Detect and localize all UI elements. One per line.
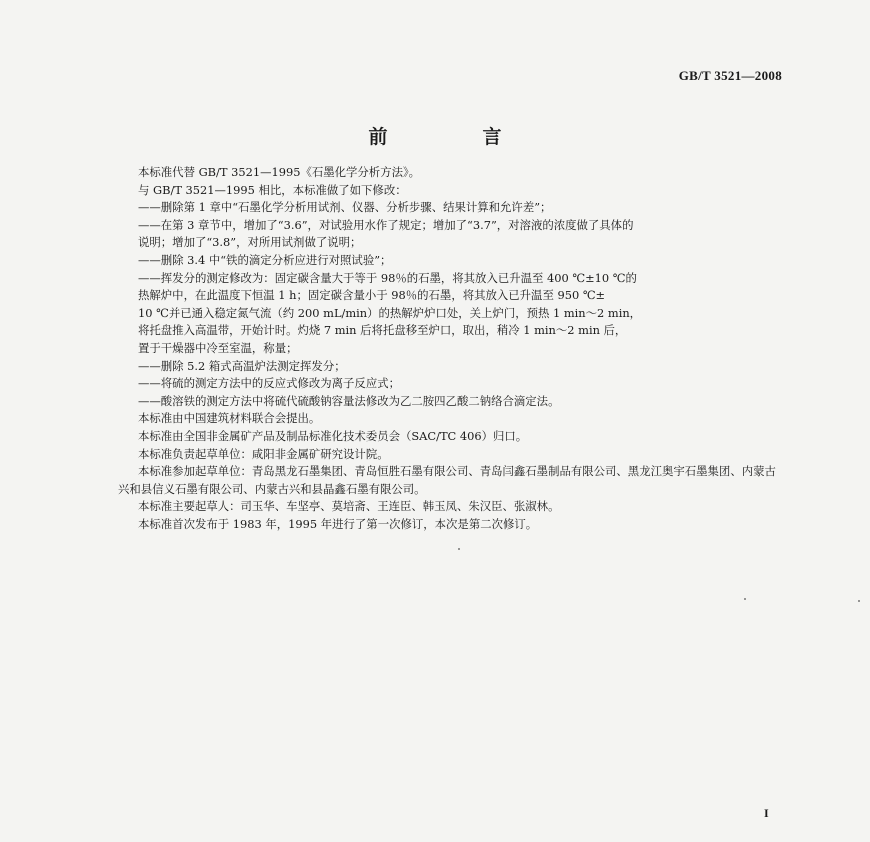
text-line: ——在第 3 章节中，增加了“3.6”，对试验用水作了规定；增加了“3.7”，对溶液的浓度做了具体的 xyxy=(138,217,634,232)
standard-code: GB/T 3521—2008 xyxy=(678,68,782,83)
text-line: ——挥发分的测定修改为：固定碳含量大于等于 98％的石墨，将其放入已升温至 400 ℃±10 ℃的 xyxy=(138,270,637,285)
text-line: ——删除 5.2 箱式高温炉法测定挥发分； xyxy=(138,358,346,373)
paragraph xyxy=(118,446,782,464)
text-line: 10 ℃并已通入稳定氮气流（约 200 mL/min）的热解炉炉口处，关上炉门，预热 1 min～2 min， xyxy=(138,305,642,320)
change-list-item xyxy=(118,270,782,358)
text-line: 本标准由中国建筑材料联合会提出。 xyxy=(138,411,321,426)
page-number: I xyxy=(764,806,769,820)
change-list-item xyxy=(118,358,782,376)
text-line: 本标准代替 GB/T 3521—1995《石墨化学分析方法》。 xyxy=(138,165,421,179)
paragraph xyxy=(118,498,782,516)
text-line: ——删除 3.4 中“铁的滴定分析应进行对照试验”； xyxy=(138,252,392,267)
text-line: ——将硫的测定方法中的反应式修改为离子反应式； xyxy=(138,376,400,391)
foreword-body xyxy=(118,164,782,533)
paragraph xyxy=(118,182,782,200)
text-line: 本标准首次发布于 1983 年，1995 年进行了第一次修订，本次是第二次修订。 xyxy=(138,516,538,531)
change-list-item xyxy=(118,393,782,411)
paragraph xyxy=(118,516,782,534)
paragraph xyxy=(118,463,782,498)
text-line: 将托盘推入高温带，开始计时。灼烧 7 min 后将托盘移至炉口，取出，稍冷 1 min～2 min 后， xyxy=(138,323,627,338)
text-line: ——酸溶铁的测定方法中将硫代硫酸钠容量法修改为乙二胺四乙酸二钠络合滴定法。 xyxy=(138,393,560,408)
page-title: 前 言 xyxy=(368,126,540,148)
text-line: 本标准负责起草单位：咸阳非金属矿研究设计院。 xyxy=(138,446,389,461)
paragraph xyxy=(118,428,782,446)
text-line: ——删除第 1 章中“石墨化学分析用试剂、仪器、分析步骤、结果计算和允许差”； xyxy=(138,200,552,215)
change-list-item xyxy=(118,217,782,252)
text-line: 热解炉中，在此温度下恒温 1 h；固定碳含量小于 98％的石墨，将其放入已升温至 950 ℃± xyxy=(138,288,606,303)
text-line: 与 GB/T 3521—1995 相比，本标准做了如下修改： xyxy=(138,182,407,197)
text-line: 置于干燥器中冷至室温，称量； xyxy=(138,340,298,355)
paragraph xyxy=(118,164,782,182)
text-line: 本标准参加起草单位：青岛黑龙石墨集团、青岛恒胜石墨有限公司、青岛闫鑫石墨制品有限公司、黑龙江奥宇石墨集团、内蒙古兴和县信义石墨有限公司、内蒙古兴和县晶鑫石墨有限公司。 xyxy=(118,464,776,496)
text-line: 本标准由全国非金属矿产品及制品标准化技术委员会（SAC/TC 406）归口。 xyxy=(138,428,528,443)
text-line: 本标准主要起草人：司玉华、车坚亭、莫培斋、王连臣、韩玉凤、朱汉臣、张淑林。 xyxy=(138,499,560,514)
text-line: 说明；增加了“3.8”，对所用试剂做了说明； xyxy=(138,235,362,250)
change-list-item xyxy=(118,199,782,217)
change-list-item xyxy=(118,252,782,270)
paragraph xyxy=(118,410,782,428)
change-list-item xyxy=(118,375,782,393)
